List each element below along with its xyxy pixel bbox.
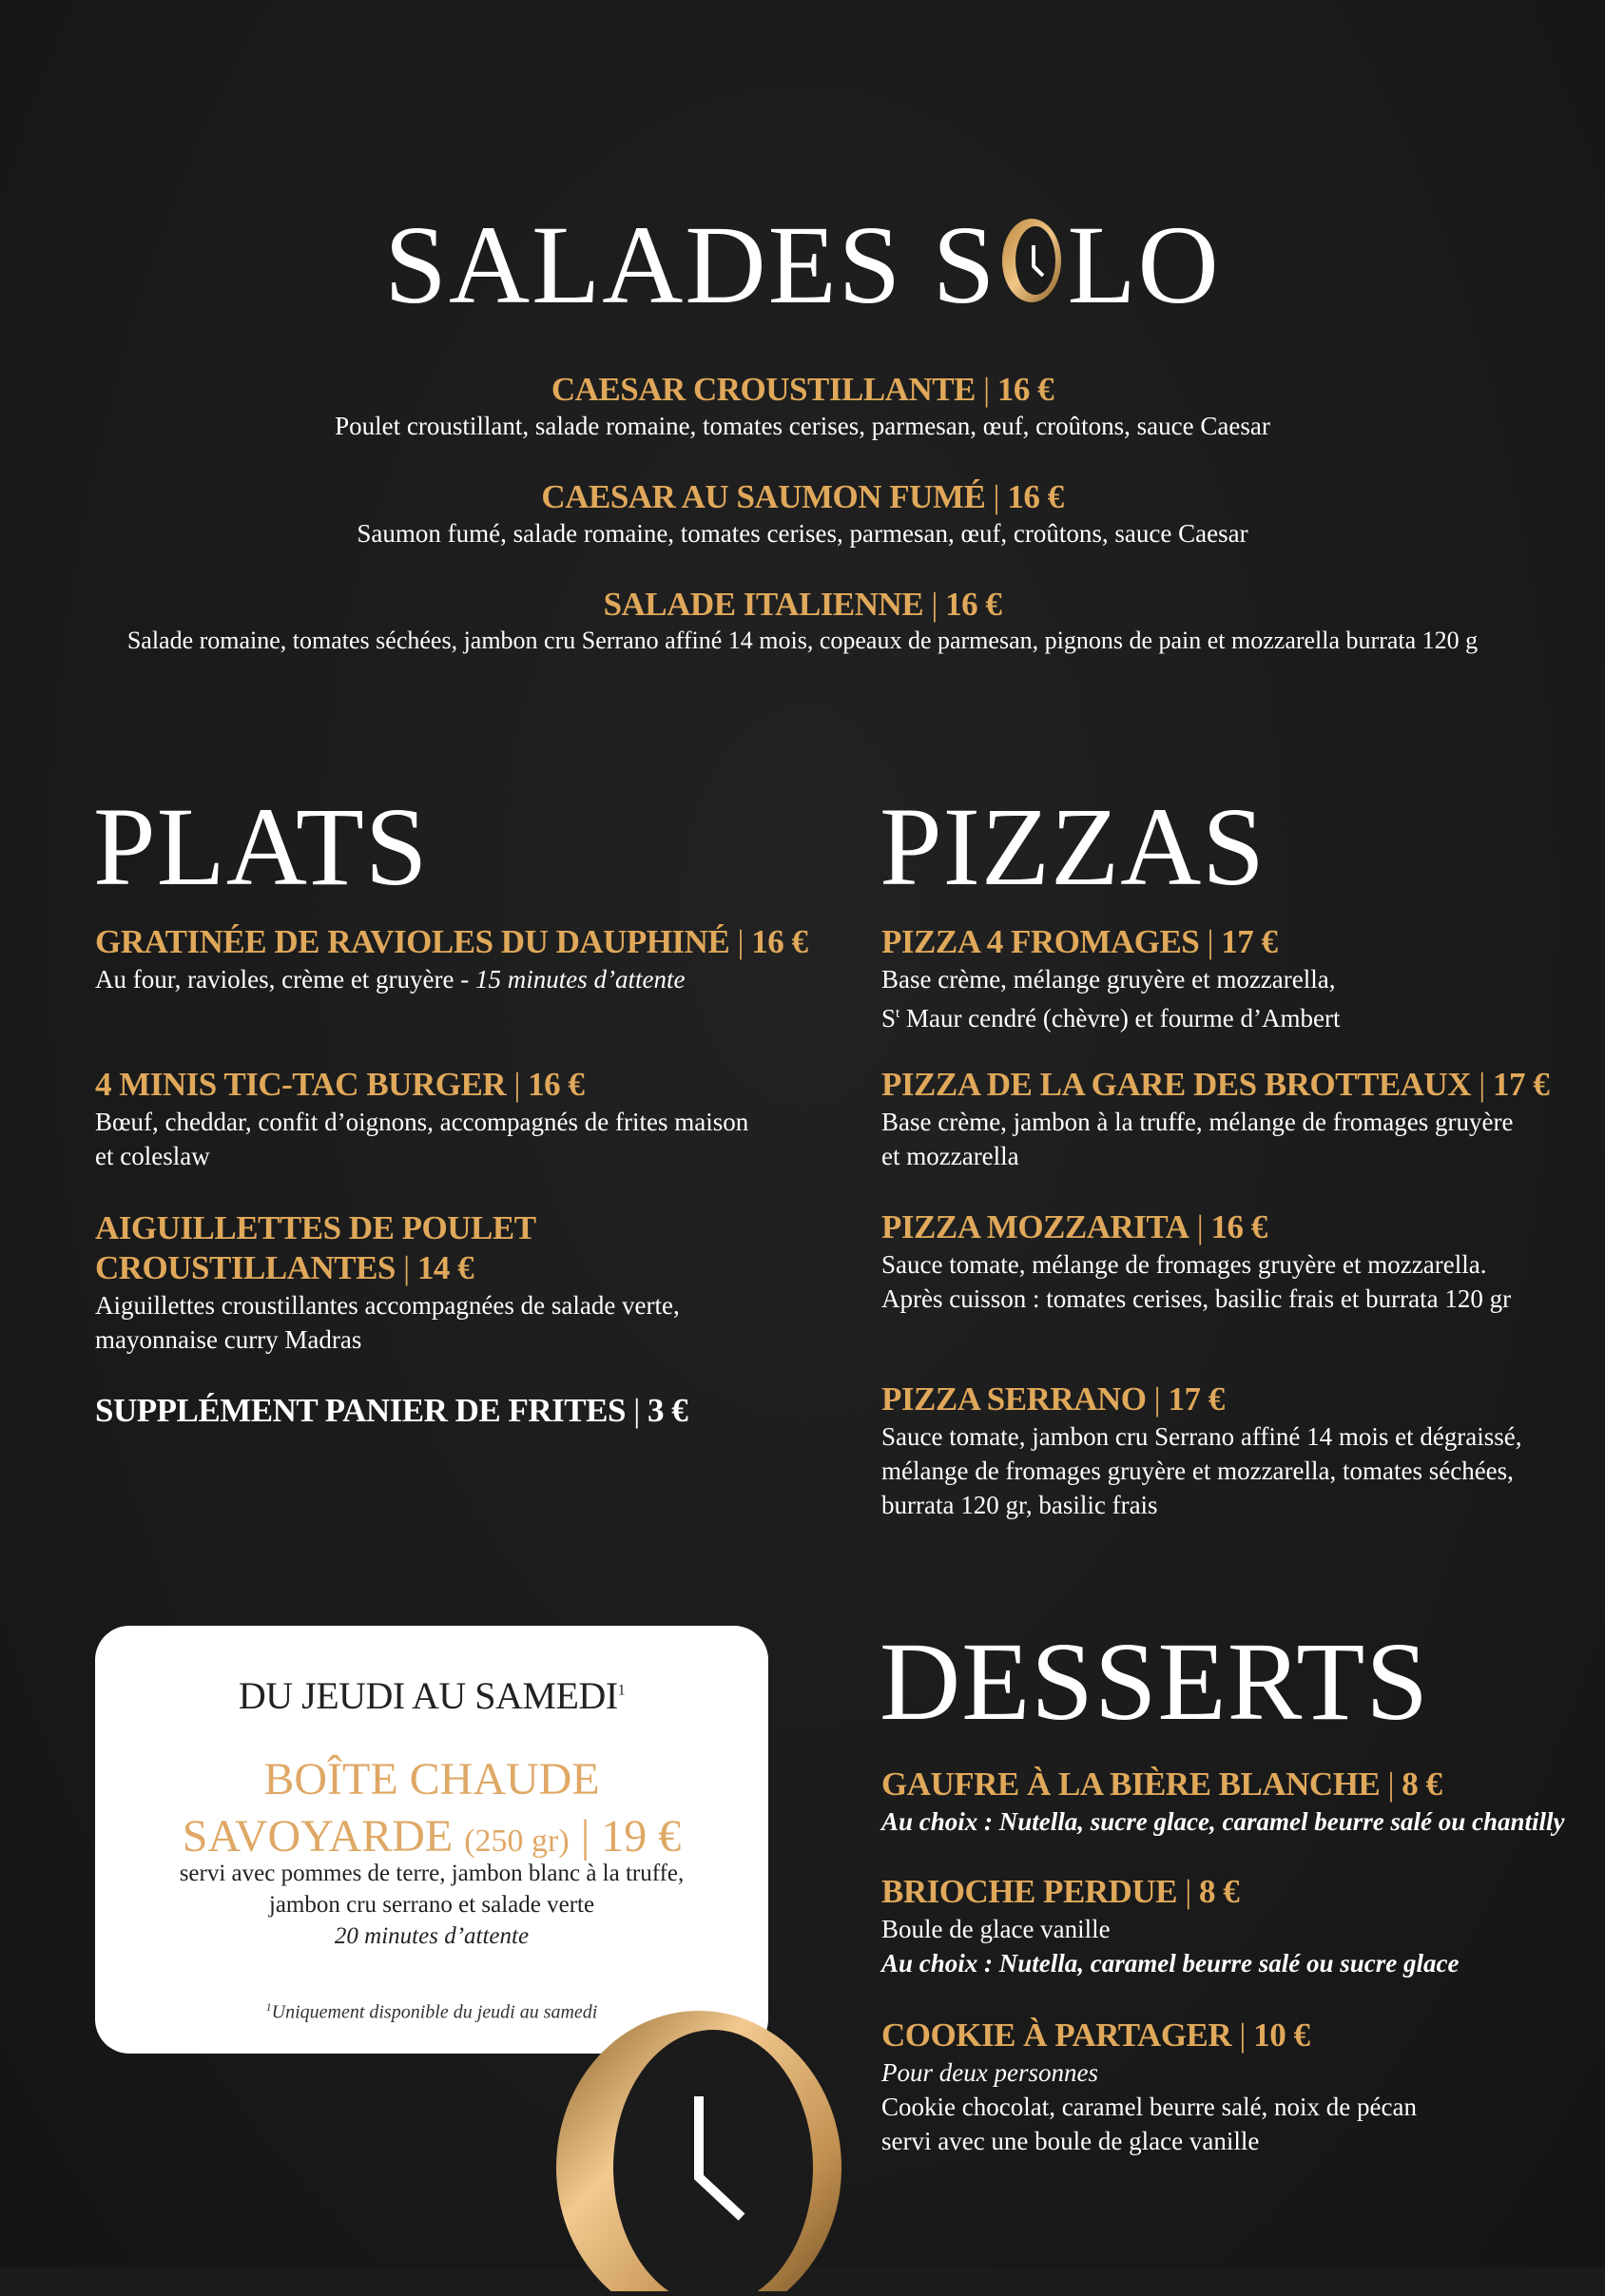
- special-description: servi avec pommes de terre, jambon blanc à la truffe, jambon cru serrano et salade verte 20 minutes d’attente: [179, 1861, 685, 1949]
- special-dish: BOÎTE CHAUDE SAVOYARDE (250 gr) | 19 €: [95, 1751, 768, 1870]
- dish-price: 16 €: [751, 923, 808, 960]
- dish-name: AIGUILLETTES DE POULET: [95, 1209, 536, 1246]
- dessert-item: COOKIE À PARTAGER | 10 € Pour deux personnes Cookie chocolat, caramel beurre salé, noix de pécan servi avec une boule de glace vanille: [881, 2016, 1417, 2158]
- dish-description: Poulet croustillant, salade romaine, tomates cerises, parmesan, œuf, croûtons, sauce Caesar: [335, 412, 1270, 440]
- dish-description: servi avec une boule de glace vanille: [881, 2127, 1260, 2155]
- salades-title-part1: SALADES S: [384, 203, 997, 327]
- special-title: DU JEUDI AU SAMEDI$^1$: [238, 1674, 626, 1717]
- dish-name: SALADE ITALIENNE: [603, 586, 924, 623]
- dish-price: 16 €: [996, 371, 1054, 408]
- dish-description: mélange de fromages gruyère et mozzarella, tomates séchées,: [881, 1457, 1514, 1485]
- dish-price: 10 €: [1253, 2016, 1310, 2054]
- dish-description: Salade romaine, tomates séchées, jambon cru Serrano affiné 14 mois, copeaux de parmesan, pignons de pain et mozzarella burrata 120 g: [126, 627, 1479, 654]
- dish-price: 17 €: [1493, 1066, 1550, 1103]
- clock-o-icon: [998, 211, 1065, 306]
- dish-name: PIZZA DE LA GARE DES BROTTEAUX: [881, 1066, 1472, 1103]
- dish-description: Au four, ravioles, crème et gruyère - 15 minutes d’attente: [95, 965, 686, 994]
- dish-description: mayonnaise curry Madras: [95, 1325, 362, 1354]
- dish-name: PIZZA SERRANO: [881, 1380, 1147, 1418]
- salades-title: [0, 203, 1605, 327]
- pizza-item: PIZZA DE LA GARE DES BROTTEAUX | 17 € Base crème, jambon à la truffe, mélange de fromages gruyère et mozzarella: [881, 1065, 1549, 1173]
- dish-name: PIZZA 4 FROMAGES: [881, 923, 1200, 960]
- supplement-item: SUPPLÉMENT PANIER DE FRITES | 3 €: [95, 1392, 688, 1429]
- dish-name: CAESAR CROUSTILLANTE: [551, 371, 976, 408]
- pizza-item: PIZZA MOZZARITA | 16 € Sauce tomate, mélange de fromages gruyère et mozzarella. Après cuisson : tomates cerises, basilic frais et burrata 120 gr: [881, 1207, 1511, 1316]
- dessert-item: BRIOCHE PERDUE | 8 € Boule de glace vanille Au choix : Nutella, caramel beurre salé ou sucre glace: [881, 1872, 1459, 1980]
- dish-description: Bœuf, cheddar, confit d’oignons, accompagnés de frites maison: [95, 1108, 749, 1136]
- dish-price: 17 €: [1168, 1380, 1225, 1418]
- dish-price: 8 €: [1198, 1873, 1240, 1910]
- special-footnote: $^1$Uniquement disponible du jeudi au samedi: [265, 2000, 598, 2023]
- dish-name: COOKIE À PARTAGER: [881, 2016, 1232, 2054]
- dessert-item: GAUFRE À LA BIÈRE BLANCHE | 8 € Au choix : Nutella, sucre glace, caramel beurre salé ou chantilly: [881, 1765, 1564, 1839]
- dish-name: BRIOCHE PERDUE: [881, 1873, 1177, 1910]
- dish-price: 16 €: [528, 1066, 585, 1103]
- dish-description: Sauce tomate, mélange de fromages gruyère et mozzarella.: [881, 1250, 1487, 1279]
- dish-description: Après cuisson : tomates cerises, basilic frais et burrata 120 gr: [881, 1284, 1512, 1313]
- pizza-item: PIZZA SERRANO | 17 € Sauce tomate, jambon cru Serrano affiné 14 mois et dégraissé, mélange de fromages gruyère et mozzarella, tomates séchées, burrata 120 gr, basilic frais: [881, 1380, 1522, 1522]
- special-dish-price: 19 €: [601, 1811, 682, 1862]
- plat-item: AIGUILLETTES DE POULET CROUSTILLANTES | 14 € Aiguillettes croustillantes accompagnées de salade verte, mayonnaise curry Madras: [95, 1208, 680, 1357]
- dish-name: GRATINÉE DE RAVIOLES DU DAUPHINÉ: [95, 923, 730, 960]
- dish-price: 14 €: [416, 1249, 474, 1286]
- dish-name: PIZZA MOZZARITA: [881, 1208, 1189, 1245]
- dish-name: CROUSTILLANTES: [95, 1249, 396, 1286]
- dish-description: et mozzarella: [881, 1142, 1019, 1170]
- pizza-item: PIZZA 4 FROMAGES | 17 € Base crème, mélange gruyère et mozzarella, $S^t$ Maur cendré (chèvre) et fourme d’Ambert: [881, 922, 1340, 1035]
- dish-price: 16 €: [1210, 1208, 1267, 1245]
- dish-price: 8 €: [1402, 1765, 1442, 1803]
- salade-item: CAESAR AU SAUMON FUMÉ | 16 € Saumon fumé, salade romaine, tomates cerises, parmesan, œuf, croûtons, sauce Caesar: [0, 478, 1605, 550]
- supplement-name: SUPPLÉMENT PANIER DE FRITES: [95, 1392, 626, 1429]
- dish-description: et coleslaw: [95, 1142, 210, 1170]
- plats-title: PLATS: [93, 784, 429, 909]
- dish-description: Pour deux personnes: [881, 2058, 1098, 2087]
- dish-description: Au choix : Nutella, sucre glace, caramel beurre salé ou chantilly: [881, 1807, 1565, 1836]
- plat-item: GRATINÉE DE RAVIOLES DU DAUPHINÉ | 16 € Au four, ravioles, crème et gruyère - 15 minutes d’attente: [95, 922, 808, 996]
- dish-description: Base crème, mélange gruyère et mozzarella,: [881, 965, 1336, 994]
- salade-item: SALADE ITALIENNE | 16 € Salade romaine, tomates séchées, jambon cru Serrano affiné 14 mois, copeaux de parmesan, pignons de pain et mozzarella burrata 120 g: [0, 586, 1605, 658]
- salade-item: CAESAR CROUSTILLANTE | 16 € Poulet croustillant, salade romaine, tomates cerises, parmesan, œuf, croûtons, sauce Caesar: [0, 371, 1605, 443]
- dish-description: Cookie chocolat, caramel beurre salé, noix de pécan: [881, 2093, 1417, 2121]
- special-dish-weight: (250 gr): [464, 1823, 570, 1859]
- dish-price: 16 €: [1007, 478, 1064, 515]
- dish-name: 4 MINIS TIC-TAC BURGER: [95, 1066, 507, 1103]
- dish-name: CAESAR AU SAUMON FUMÉ: [541, 478, 986, 515]
- dish-description: Au choix : Nutella, caramel beurre salé ou sucre glace: [881, 1949, 1460, 1978]
- dish-name: GAUFRE À LA BIÈRE BLANCHE: [881, 1765, 1381, 1803]
- dish-price: 16 €: [945, 586, 1002, 623]
- desserts-title: DESSERTS: [880, 1619, 1429, 1744]
- special-card: [95, 1626, 768, 2054]
- pizzas-title: PIZZAS: [880, 784, 1266, 909]
- dish-description: Saumon fumé, salade romaine, tomates cerises, parmesan, œuf, croûtons, sauce Caesar: [357, 519, 1248, 548]
- dish-description: Aiguillettes croustillantes accompagnées de salade verte,: [95, 1291, 680, 1320]
- dish-price: 17 €: [1221, 923, 1278, 960]
- clock-o-logo-icon: [547, 2006, 851, 2291]
- special-dish-name: BOÎTE CHAUDE: [263, 1754, 600, 1804]
- dish-description: burrata 120 gr, basilic frais: [881, 1491, 1158, 1519]
- dish-description: Sauce tomate, jambon cru Serrano affiné 14 mois et dégraissé,: [881, 1422, 1522, 1451]
- supplement-price: 3 €: [647, 1392, 688, 1429]
- salades-title-part2: LO: [1067, 203, 1221, 327]
- dish-description: Boule de glace vanille: [881, 1915, 1111, 1943]
- dish-description: $S^t$ Maur cendré (chèvre) et fourme d’Ambert: [881, 1004, 1341, 1032]
- plat-item: 4 MINIS TIC-TAC BURGER | 16 € Bœuf, cheddar, confit d’oignons, accompagnés de frites maison et coleslaw: [95, 1065, 748, 1173]
- dish-description: Base crème, jambon à la truffe, mélange de fromages gruyère: [881, 1108, 1514, 1136]
- special-dish-name: SAVOYARDE: [182, 1811, 454, 1862]
